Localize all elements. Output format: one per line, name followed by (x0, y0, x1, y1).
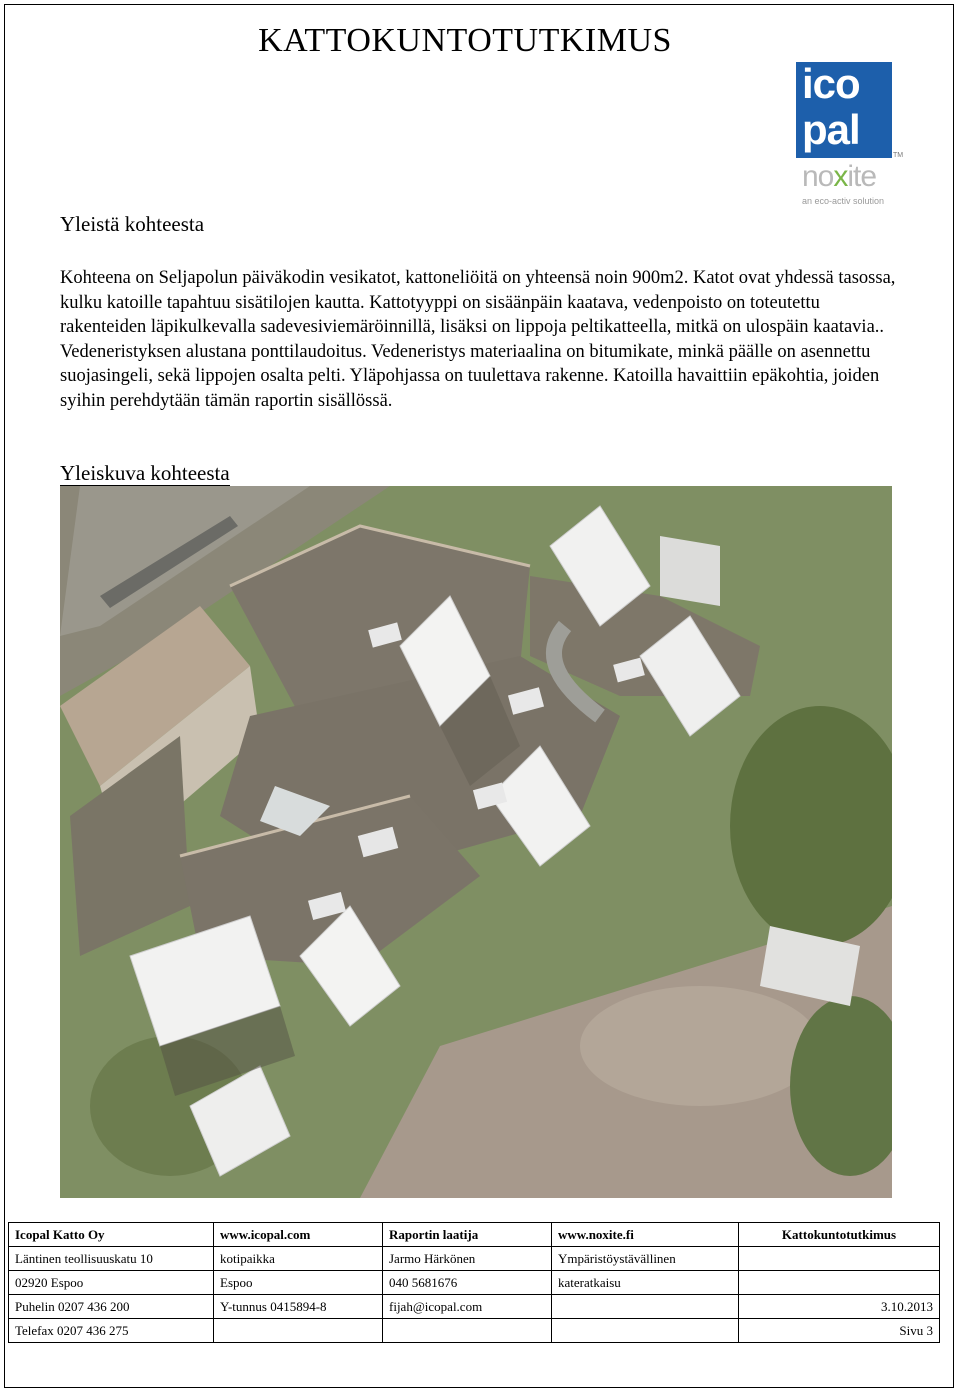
document-title: KATTOKUNTOTUTKIMUS (258, 22, 672, 59)
section-heading-general: Yleistä kohteesta (60, 212, 205, 236)
footer-cell: kotipaikka (214, 1247, 383, 1271)
icopal-logo-box (796, 62, 892, 158)
aerial-photo-drawing (60, 486, 892, 1198)
footer-cell: Raportin laatija (383, 1223, 552, 1247)
footer-cell (383, 1319, 552, 1343)
footer-row (9, 1223, 940, 1247)
footer-cell (739, 1247, 940, 1271)
icopal-logo (796, 60, 904, 210)
footer-cell: Sivu 3 (739, 1319, 940, 1343)
footer-cell: kateratkaisu (552, 1271, 739, 1295)
footer-cell: Läntinen teollisuuskatu 10 (9, 1247, 214, 1271)
footer-row (9, 1319, 940, 1343)
footer-table (8, 1222, 940, 1343)
body-paragraph: Kohteena on Seljapolun päiväkodin vesikatot, kattoneliöitä on yhteensä noin 900m2. Katot ovat yhdessä tasossa, kulku katoille tapahtuu sisätilojen kautta. Kattotyyppi on sisäänpäin kaatava, vedenpoisto on toteutettu rakenteiden läpikulkevalla sadevesiviemäröinnillä, lisäksi on lippoja peltikatteella, mitkä on ulospäin kaatavia.. Vedeneristyksen alustana ponttilaudoitus. Vedeneristys materiaalina on bitumikate, minkä päälle on asennettu suojasingeli, sekä lippojen osalta pelti. Yläpohjassa on tuulettava rakenne. Katoilla havaittiin epäkohtia, joiden syihin perehdytään tämän raportin sisällössä. (60, 268, 896, 411)
footer-cell: www.icopal.com (214, 1223, 383, 1247)
noxite-logo (802, 160, 876, 194)
logo-text-top: ico (802, 60, 860, 107)
footer-row (9, 1295, 940, 1319)
footer-cell (739, 1271, 940, 1295)
section-heading-overview: Yleiskuva kohteesta (60, 461, 230, 485)
noxite-part-x: x (833, 160, 848, 193)
footer-cell: Puhelin 0207 436 200 (9, 1295, 214, 1319)
footer-cell: Icopal Katto Oy (9, 1223, 214, 1247)
footer-cell: 3.10.2013 (739, 1295, 940, 1319)
logo-text-bottom: pal (802, 106, 860, 153)
footer-cell: fijah@icopal.com (383, 1295, 552, 1319)
footer-cell: Jarmo Härkönen (383, 1247, 552, 1271)
footer-cell: Ympäristöystävällinen (552, 1247, 739, 1271)
footer-cell: 040 5681676 (383, 1271, 552, 1295)
footer-cell: Telefax 0207 436 275 (9, 1319, 214, 1343)
footer-row (9, 1271, 940, 1295)
noxite-part-b: ite (847, 160, 877, 193)
footer-cell (552, 1319, 739, 1343)
logo-tm: TM (893, 152, 904, 159)
footer-cell: 02920 Espoo (9, 1271, 214, 1295)
footer-cell: www.noxite.fi (552, 1223, 739, 1247)
aerial-photo (60, 486, 892, 1198)
noxite-tagline: an eco-activ solution (802, 196, 885, 206)
footer-cell (552, 1295, 739, 1319)
footer-cell: Espoo (214, 1271, 383, 1295)
noxite-part-a: no (802, 160, 834, 193)
footer-cell: Kattokuntotutkimus (739, 1223, 940, 1247)
footer-cell: Y-tunnus 0415894-8 (214, 1295, 383, 1319)
footer-row (9, 1247, 940, 1271)
footer-cell (214, 1319, 383, 1343)
